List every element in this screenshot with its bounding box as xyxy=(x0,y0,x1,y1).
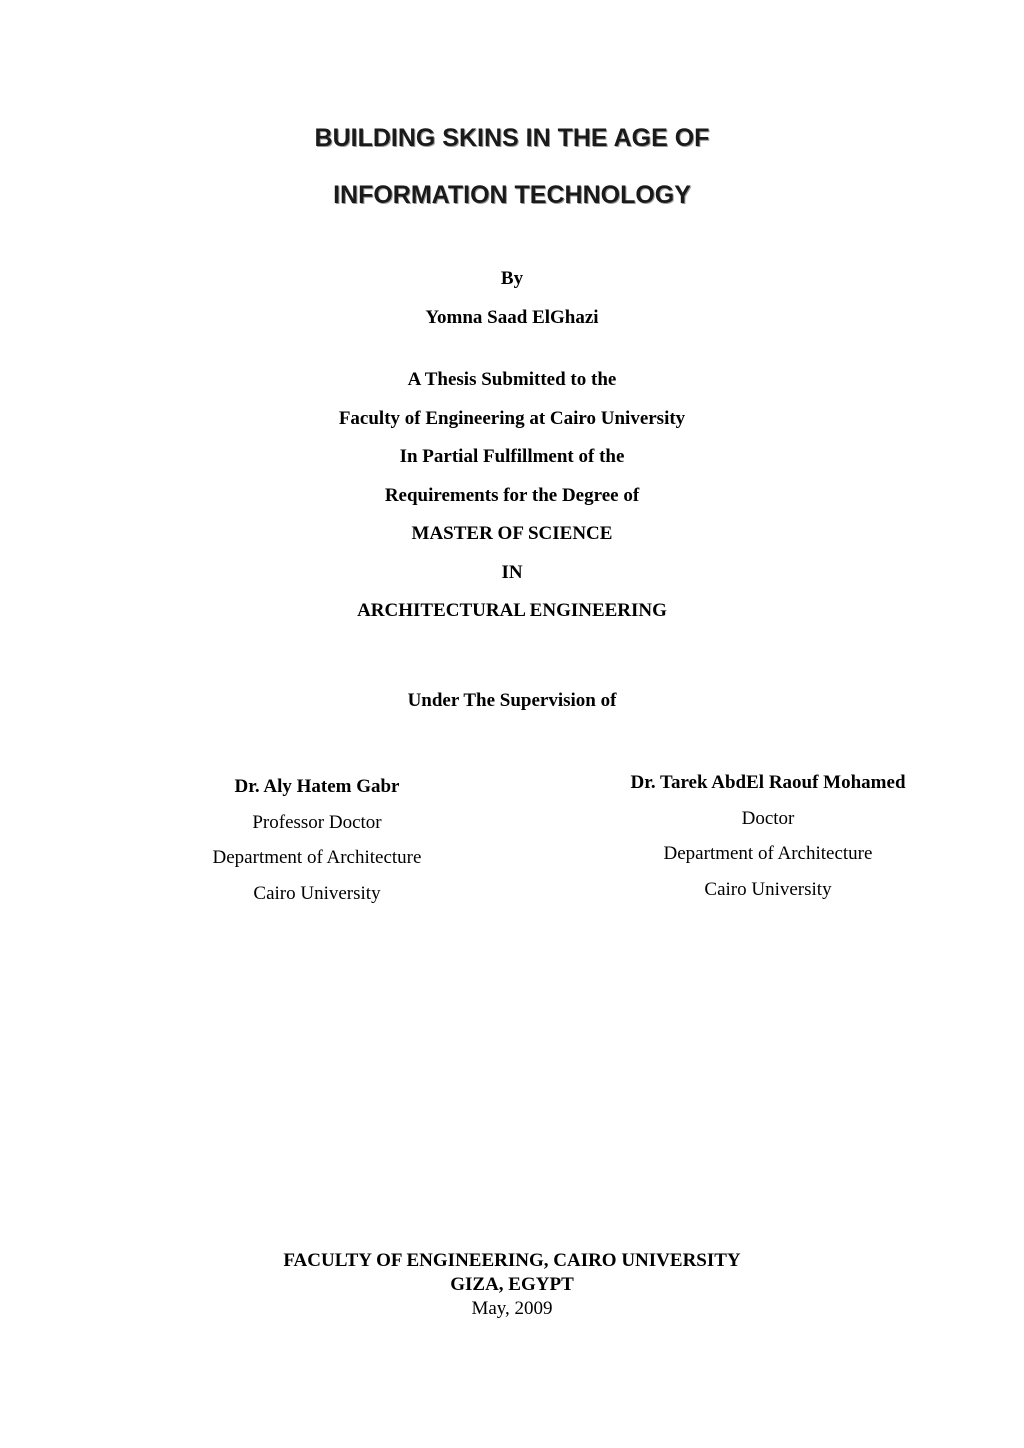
submission-line-1: A Thesis Submitted to the xyxy=(407,369,617,390)
supervisor-position: Doctor xyxy=(741,808,795,829)
supervisor-university: Cairo University xyxy=(253,883,381,904)
thesis-title-line-1: BUILDING SKINS IN THE AGE OF xyxy=(314,124,710,152)
thesis-title-line-2: INFORMATION TECHNOLOGY xyxy=(333,181,691,209)
supervision-heading: Under The Supervision of xyxy=(407,690,617,711)
submission-line-3: In Partial Fulfillment of the xyxy=(399,446,625,467)
degree-name: MASTER OF SCIENCE xyxy=(411,523,613,544)
supervisor-position: Professor Doctor xyxy=(252,812,382,833)
supervisor-department: Department of Architecture xyxy=(212,847,422,868)
submission-line-2: Faculty of Engineering at Cairo University xyxy=(338,408,686,429)
supervisor-department: Department of Architecture xyxy=(663,843,873,864)
footer-faculty: FACULTY OF ENGINEERING, CAIRO UNIVERSITY xyxy=(283,1250,741,1271)
footer-date: May, 2009 xyxy=(471,1298,553,1319)
degree-in: IN xyxy=(501,562,523,583)
footer-location: GIZA, EGYPT xyxy=(450,1274,574,1295)
supervisor-name: Dr. Aly Hatem Gabr xyxy=(234,776,400,797)
submission-line-4: Requirements for the Degree of xyxy=(384,485,640,506)
supervisor-name: Dr. Tarek AbdEl Raouf Mohamed xyxy=(630,772,906,793)
degree-field: ARCHITECTURAL ENGINEERING xyxy=(357,600,667,621)
by-label: By xyxy=(500,268,524,289)
supervisor-university: Cairo University xyxy=(704,879,832,900)
author-name: Yomna Saad ElGhazi xyxy=(425,307,599,328)
